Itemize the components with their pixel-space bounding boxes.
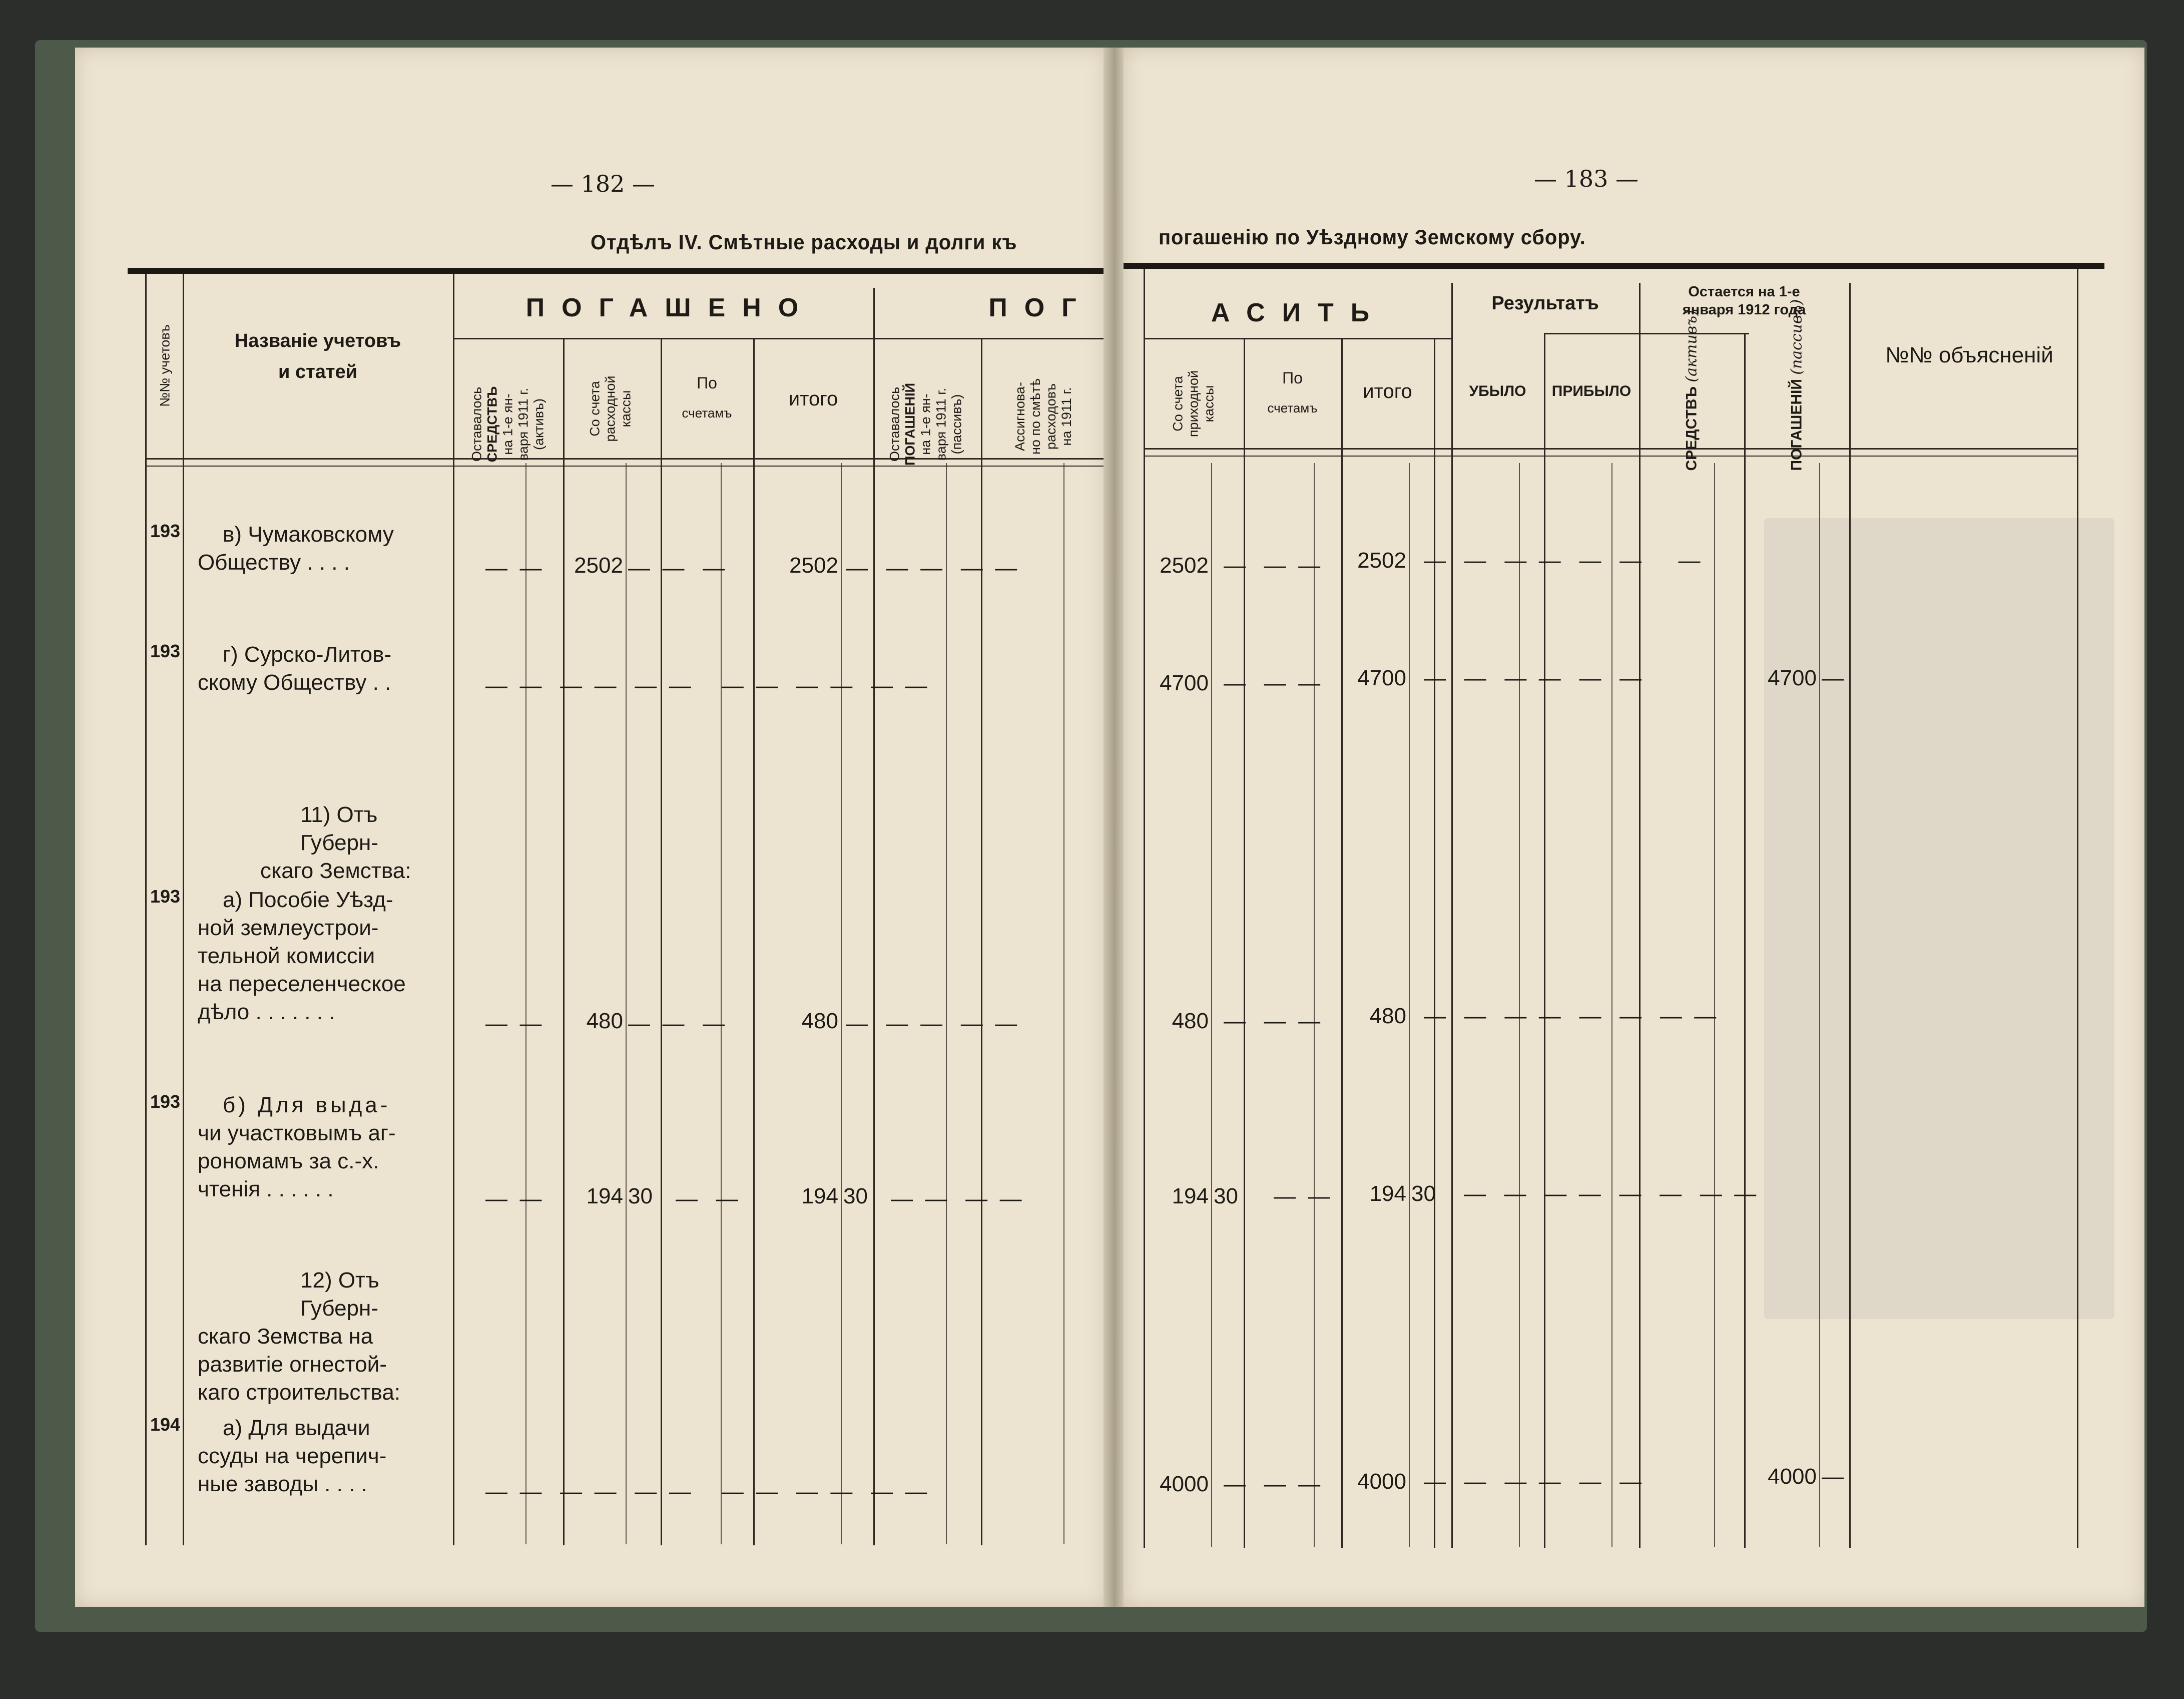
left-page: — 182 — Отдѣлъ IV. Смѣтные расходы и долги къ №№ учетовъ Названіе учетовъ и статей ПОГАШЕНО ПОГ Оставалось СРЕДСТВЪ на 1-е ян- варя 1911 г. (активъ) Со счета расходной кассы По счетамъ итого Оставалось ПОГАШЕНІЙ на 1-е ян- варя 1911 г. (пассивъ) Ассигнова- но по смѣтѣ расходовъ на 1911 г. 193 в) Чумаковскому Обществу . . . . — — 2502 — — — 2502 — — — — — 193 г) Сурско-Литов- скому Обществу . . — — — — — — — — — — — — 11) Отъ Губерн- скаго Земства: 193 а) Пособіе Уѣзд- ной землеустрои- тельной комиссіи на переселенческое дѣло . . . . . . . — — 480 — — — 480 — — — — — 193 б) Для выда- чи участковымъ аг- рономамъ за с.-х. чтенія . . . . . . — — 194 30 — — 194 30 — — — — 12) Отъ Губерн- скаго Земства на развитіе огнестой- каго строительства: 194 а) Для выдачи ссуды на черепич- ные заводы . . . . — — — — — — — — — — — — (75, 48, 1106, 1607)
row-no: 193 (150, 886, 181, 907)
page-heading-right: погашенію по Уѣздному Земскому сбору. (1159, 225, 1586, 249)
paid-total-cell: 2502 (789, 553, 838, 578)
col-funds: СРЕДСТВЪ (активъ) (1683, 310, 1701, 471)
row-no: 193 (150, 641, 181, 661)
result-group-header: Результатъ (1491, 293, 1599, 314)
paid-cash-cell: 480 (586, 1009, 623, 1033)
row-label: а) Пособіе Уѣзд- ной землеустрои- тельной комиссіи на переселенческое дѣло . . . . . . . (198, 888, 406, 1024)
row-label: в) Чумаковскому Обществу . . . . (198, 522, 394, 575)
total-kopecks: 30 (1411, 1181, 1436, 1206)
col-repayments: ПОГАШЕНІЙ (пассивъ) (1788, 299, 1806, 471)
right-page: — 183 — погашенію по Уѣздному Земскому сбору. АСИТЬ Результатъ Остается на 1-е января 1912 года №№ объясненій Со счета приходной кассы По счетамъ итого УБЫЛО ПРИБЫЛО СРЕДСТВЪ (активъ) ПОГАШЕНІЙ (пассивъ) 2502 — — — 2502 — — — — — — — 4700 — — — 4700 — — — — — — 4700 — 480 — — — 480 — — — — — — — — 194 30 — — 194 30 — — — — — — — — 4000 — — — 4000 — — — — — — 4000 — (1124, 48, 2144, 1607)
total-cell: 194 (1369, 1181, 1406, 1206)
to-pay-group-header-right: АСИТЬ (1211, 298, 1387, 327)
total-cell: 2502 (1357, 548, 1406, 573)
section-label: 11) Отъ Губерн- скаго Земства: (260, 802, 411, 883)
income-cash-cell: 194 (1172, 1184, 1209, 1208)
col-total: итого (788, 388, 838, 410)
row-no: 194 (150, 1414, 181, 1435)
paid-cash-cell: 194 (586, 1184, 623, 1208)
income-cash-kopecks: 30 (1214, 1184, 1238, 1208)
col-account-no: №№ учетовъ (157, 324, 173, 407)
income-cash-cell: 2502 (1160, 553, 1209, 578)
total-cell: 4700 (1357, 666, 1406, 690)
income-cash-cell: 480 (1172, 1009, 1209, 1033)
top-rule-right (1124, 263, 2104, 269)
row-no: 193 (150, 1091, 181, 1112)
col-income-cash: Со счета приходной кассы (1170, 370, 1217, 438)
page-number-right: — 183 — (1534, 165, 1639, 192)
page-number-left: — 182 — (551, 170, 656, 197)
paid-total-cell: 480 (801, 1009, 838, 1033)
income-cash-cell: 4000 (1160, 1472, 1209, 1496)
paid-cash-cell: 2502 (574, 553, 623, 578)
page-heading-left: Отдѣлъ IV. Смѣтные расходы и долги къ (591, 230, 1017, 254)
repayments-cell: 4000 (1768, 1464, 1817, 1489)
total-cell: 480 (1369, 1004, 1406, 1028)
paid-group-header: ПОГАШЕНО (525, 293, 816, 322)
col-decreased: УБЫЛО (1469, 383, 1526, 399)
col-name-header: Названіе учетовъ и статей (234, 330, 401, 382)
remains-group-header: Остается на 1-е января 1912 года (1682, 284, 1806, 318)
top-rule-left (128, 268, 1106, 274)
col-total-right: итого (1363, 380, 1412, 402)
section-label: 12) Отъ Губерн- скаго Земства на развитіе огнестой- каго строительства: (198, 1268, 401, 1405)
row-no: 193 (150, 521, 181, 541)
paid-cash-kopecks: 30 (628, 1184, 653, 1208)
col-paid-cash: Со счета расходной кассы (587, 375, 634, 442)
col-to-pay-remaining: Оставалось ПОГАШЕНІЙ на 1-е ян- варя 1911 г. (пассивъ) (887, 382, 964, 466)
col-by-accounts-right: По счетамъ (1267, 369, 1318, 415)
col-paid-remaining: Оставалось СРЕДСТВЪ на 1-е ян- варя 1911 г. (активъ) (469, 386, 547, 463)
row-label: г) Сурско-Литов- скому Обществу . . (198, 642, 392, 695)
col-increased: ПРИБЫЛО (1551, 383, 1631, 399)
paid-total-cell: 194 (801, 1184, 838, 1208)
repayments-cell: 4700 (1768, 666, 1817, 690)
col-by-accounts: По счетамъ (682, 374, 732, 420)
income-cash-cell: 4700 (1160, 671, 1209, 695)
row-label: а) Для выдачи ссуды на черепич- ные заводы . . . . (198, 1416, 387, 1496)
col-assigned: Ассигнова- но по смѣтѣ расходовъ на 1911 г. (1012, 378, 1074, 455)
col-explanations: №№ объясненій (1885, 343, 2053, 367)
total-cell: 4000 (1357, 1469, 1406, 1494)
paid-total-kopecks: 30 (843, 1184, 868, 1208)
row-label: б) Для выда- чи участковымъ аг- рономамъ за с.-х. чтенія . . . . . . (198, 1093, 396, 1201)
to-pay-group-header-left: ПОГ (988, 293, 1094, 322)
book-spine (1104, 48, 1126, 1607)
